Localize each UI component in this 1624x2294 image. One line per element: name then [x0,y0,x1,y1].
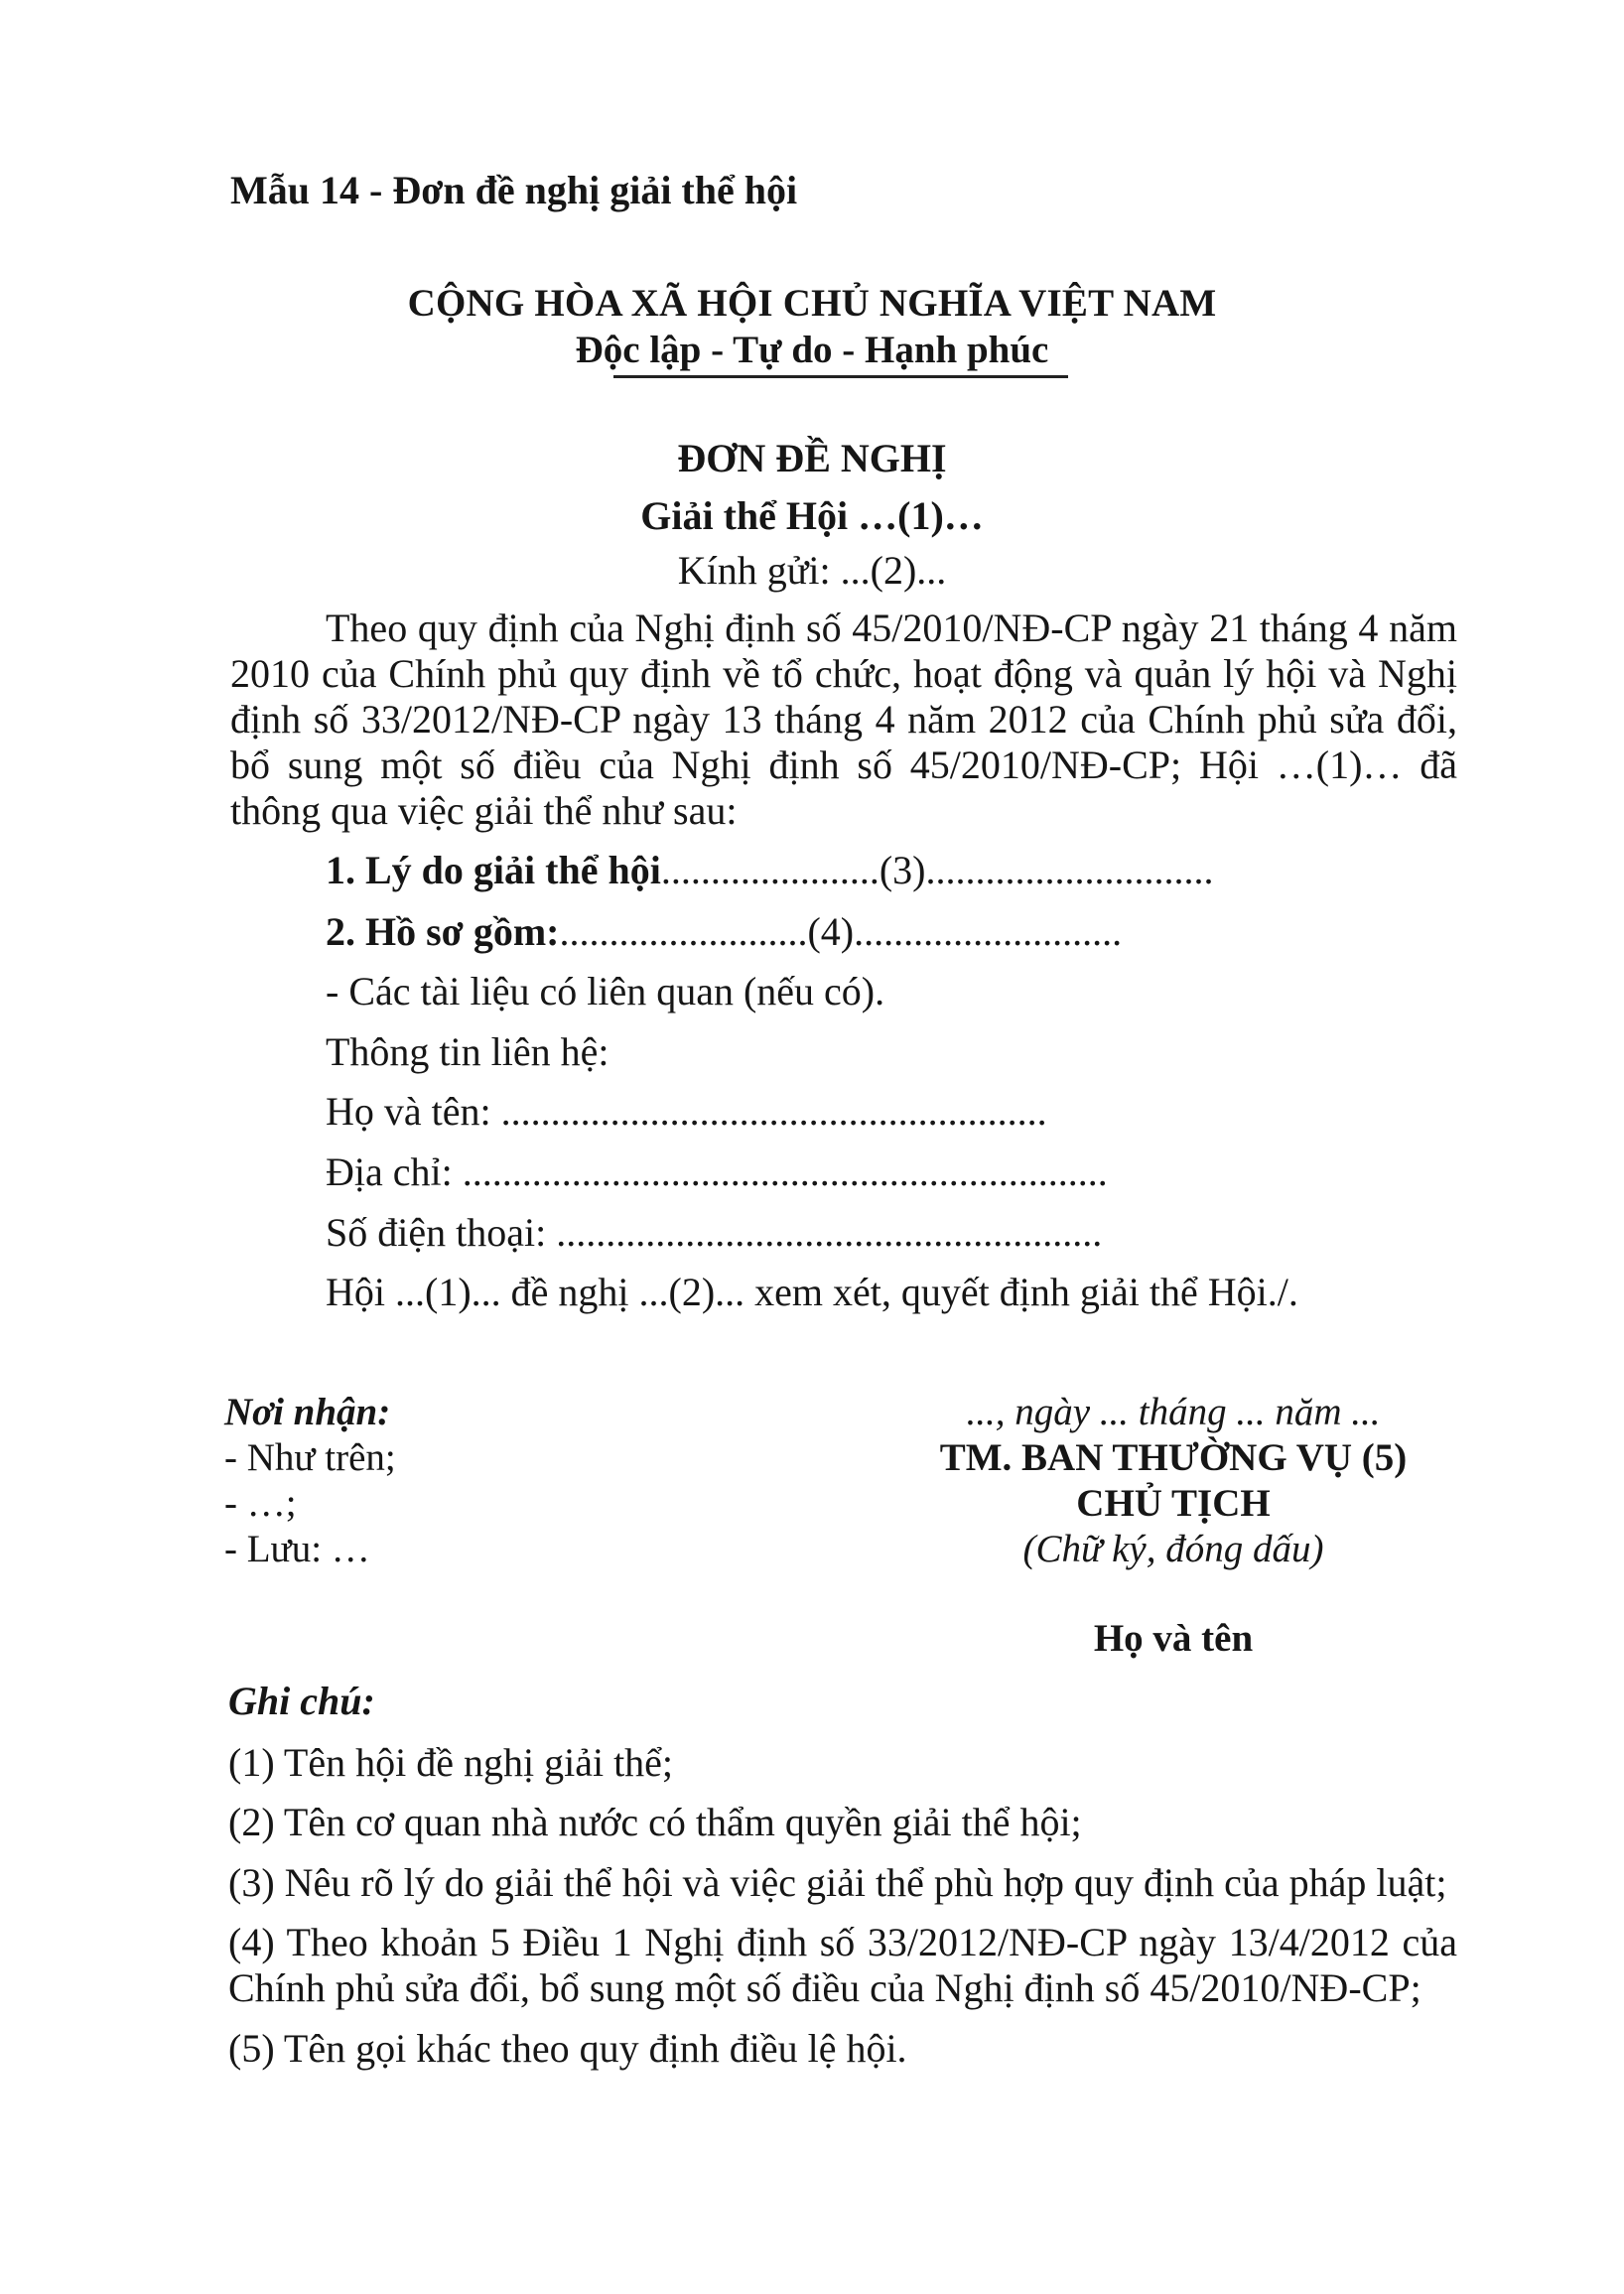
recipient-line: Kính gửi: ...(2)... [677,548,947,593]
notes-heading: Ghi chú: [228,1679,375,1723]
signer-position: CHỦ TỊCH [1076,1482,1271,1525]
date-line: ..., ngày ... tháng ... năm ... [966,1391,1381,1433]
contact-address-line: Địa chỉ: ................................................................. [326,1149,1108,1194]
body-paragraph: Theo quy định của Nghị định số 45/2010/NĐ-CP ngày 21 tháng 4 năm 2010 của Chính phủ quy định về tổ chức, hoạt động và quản lý hội và Nghị định số 33/2012/NĐ-CP ngày 13 tháng 4 năm 2012 của Chính phủ sửa đổi, bổ sung một số điều của Nghị định số 45/2010/NĐ-CP; Hội …(1)… đã thông qua việc giải thể như sau: [230,606,1457,833]
recipient-item: - Lưu: … [224,1528,370,1570]
signature-block [856,1390,1491,1572]
reason-fill: ......................(3)............................. [660,848,1214,892]
note-item: (5) Tên gọi khác theo quy định điều lệ hội. [228,2026,907,2071]
signer-organization: TM. BAN THƯỜNG VỤ (5) [939,1436,1408,1479]
recipients-block [224,1390,396,1572]
dossier-label: 2. Hồ sơ gồm: [326,909,560,954]
national-motto: Độc lập - Tự do - Hạnh phúc [575,329,1049,371]
contact-phone-line: Số điện thoại: ....................................................... [326,1210,1103,1255]
contact-name-line: Họ và tên: ....................................................... [326,1089,1047,1134]
note-item: (2) Tên cơ quan nhà nước có thẩm quyền giải thể hội; [228,1800,1082,1844]
reason-item [326,847,1213,893]
note-item: (4) Theo khoản 5 Điều 1 Nghị định số 33/2012/NĐ-CP ngày 13/4/2012 của Chính phủ sửa đổi, bổ sung một số điều của Nghị định số 45/2010/NĐ-CP; [228,1920,1457,2010]
signature-note: (Chữ ký, đóng dấu) [1022,1528,1324,1570]
contact-heading: Thông tin liên hệ: [326,1029,609,1074]
dossier-fill: .........................(4)........................... [559,909,1123,954]
recipient-item: - …; [224,1482,297,1525]
note-item: (1) Tên hội đề nghị giải thể; [228,1740,674,1785]
note-item: (3) Nêu rõ lý do giải thể hội và việc giải thể phù hợp quy định của pháp luật; [228,1860,1447,1905]
nation-name: CỘNG HÒA XÃ HỘI CHỦ NGHĨA VIỆT NAM [407,282,1217,325]
motto-underline [613,375,1068,378]
related-docs-line: - Các tài liệu có liên quan (nếu có). [326,969,885,1013]
reason-label: 1. Lý do giải thể hội [326,848,661,892]
document-title: ĐƠN ĐỀ NGHỊ [677,436,947,480]
national-header [0,281,1624,372]
recipient-item: - Như trên; [224,1436,396,1479]
signer-name: Họ và tên [1093,1617,1254,1660]
form-title: Mẫu 14 - Đơn đề nghị giải thể hội [230,168,798,212]
recipients-heading: Nơi nhận: [224,1391,391,1433]
document-subtitle: Giải thể Hội …(1)… [640,493,984,538]
request-line: Hội ...(1)... đề nghị ...(2)... xem xét, quyết định giải thể Hội./. [326,1270,1298,1314]
dossier-item [326,908,1122,955]
